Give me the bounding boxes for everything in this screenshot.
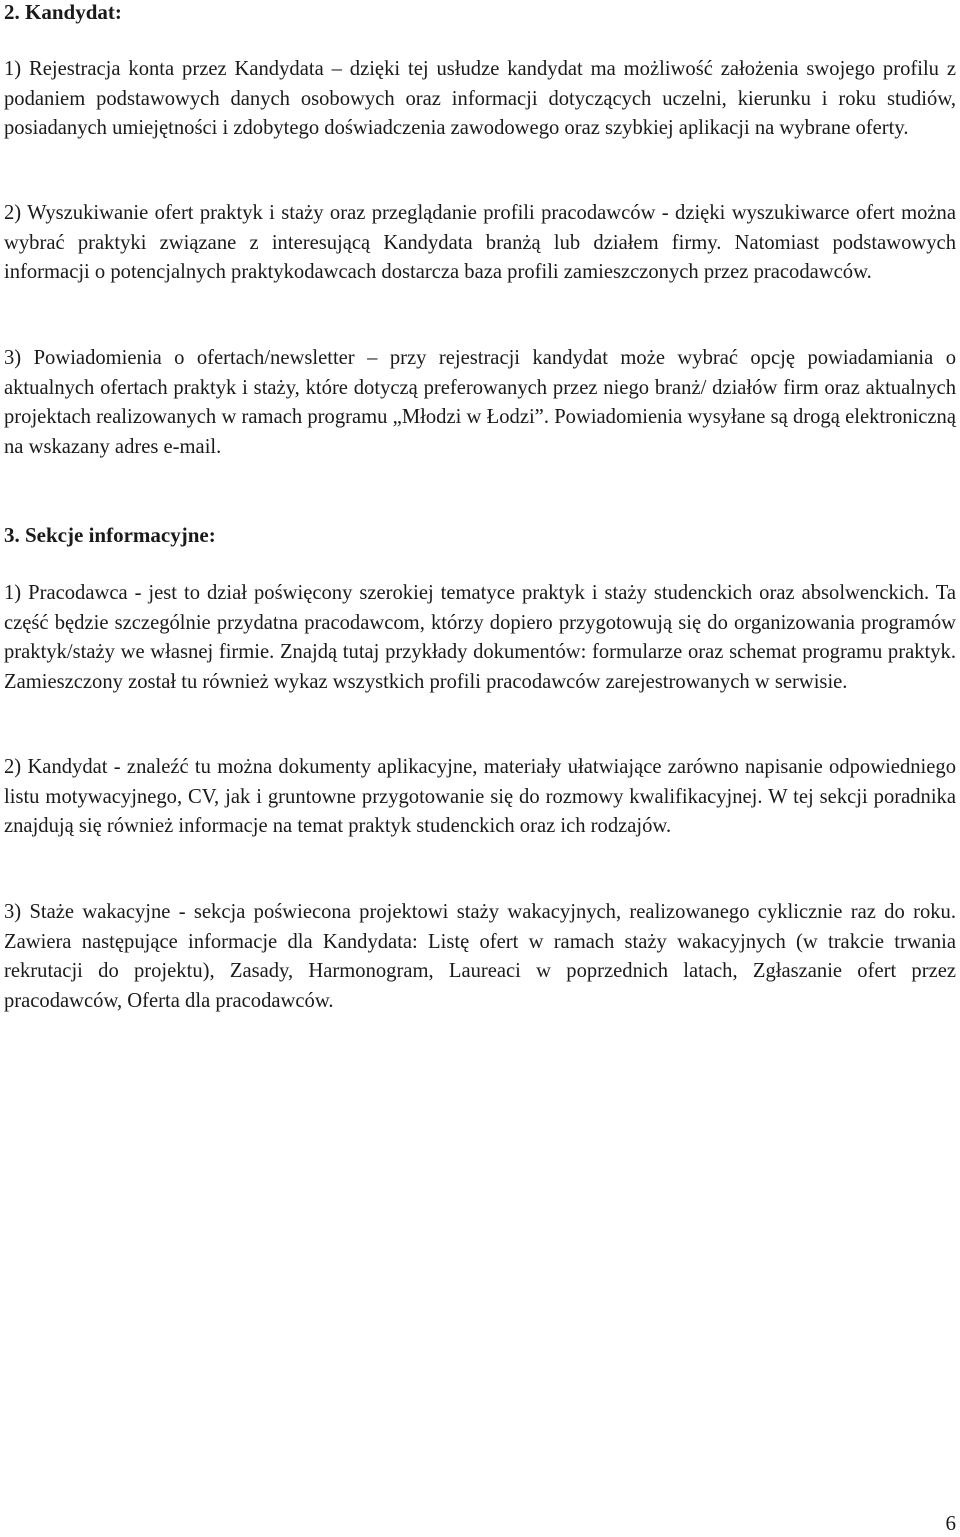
paragraph-staze-wakacyjne: 3) Staże wakacyjne - sekcja poświecona projektowi staży wakacyjnych, realizowanego cyklicznie raz do roku. Zawiera następujące informacje dla Kandydata: Listę ofert w ramach staży wakacyjnych (w trakcie trwania rekrutacji do projektu), Zasady, Harmonogram, Laureaci w poprzednich latach, Zgłaszanie ofert przez pracodawców, Oferta dla pracodawców. — [4, 901, 956, 1012]
paragraph-pracodawca: 1) Pracodawca - jest to dział poświęcony szerokiej tematyce praktyk i staży studenckich oraz absolwenckich. Ta część będzie szczególnie przydatna pracodawcom, którzy dopiero przygotowują się do organizowania programów praktyk/staży we własnej firmie. Znajdą tutaj przykłady dokumentów: formularze oraz schemat programu praktyk. Zamieszczony został tu również wykaz wszystkich profili pracodawców zarejestrowanych w serwisie. — [4, 582, 956, 693]
paragraph-rejestracja: 1) Rejestracja konta przez Kandydata – dzięki tej usłudze kandydat ma możliwość założenia swojego profilu z podaniem podstawowych danych osobowych oraz informacji dotyczących uczelni, kierunku i roku studiów, posiadanych umiejętności i zdobytego doświadczenia zawodowego oraz szybkiej aplikacji na wybrane oferty. — [4, 58, 956, 139]
paragraph-powiadomienia: 3) Powiadomienia o ofertach/newsletter – przy rejestracji kandydat może wybrać opcję powiadamiania o aktualnych ofertach praktyk i staży, które dotyczą preferowanych przez niego branż/ działów firm oraz aktualnych projektach realizowanych w ramach programu „Młodzi w Łodzi”. Powiadomienia wysyłane są drogą elektroniczną na wskazany adres e-mail. — [4, 347, 956, 458]
paragraph-wyszukiwanie: 2) Wyszukiwanie ofert praktyk i staży oraz przeglądanie profili pracodawców - dzięki wyszukiwarce ofert można wybrać praktyki związane z interesującą Kandydata branżą lub działem firmy. Natomiast podstawowych informacji o potencjalnych praktykodawcach dostarcza baza profili zamieszczonych przez pracodawców. — [4, 202, 956, 283]
paragraph-kandydat: 2) Kandydat - znaleźć tu można dokumenty aplikacyjne, materiały ułatwiające zarówno napisanie odpowiedniego listu motywacyjnego, CV, jak i gruntowne przygotowanie się do rozmowy kwalifikacyjnej. W tej sekcji poradnika znajdują się również informacje na temat praktyk studenckich oraz ich rodzajów. — [4, 756, 956, 837]
page-number: 6 — [945, 1511, 956, 1535]
section-heading-kandydat: 2. Kandydat: — [4, 0, 122, 24]
section-heading-sekcje: 3. Sekcje informacyjne: — [4, 523, 216, 547]
